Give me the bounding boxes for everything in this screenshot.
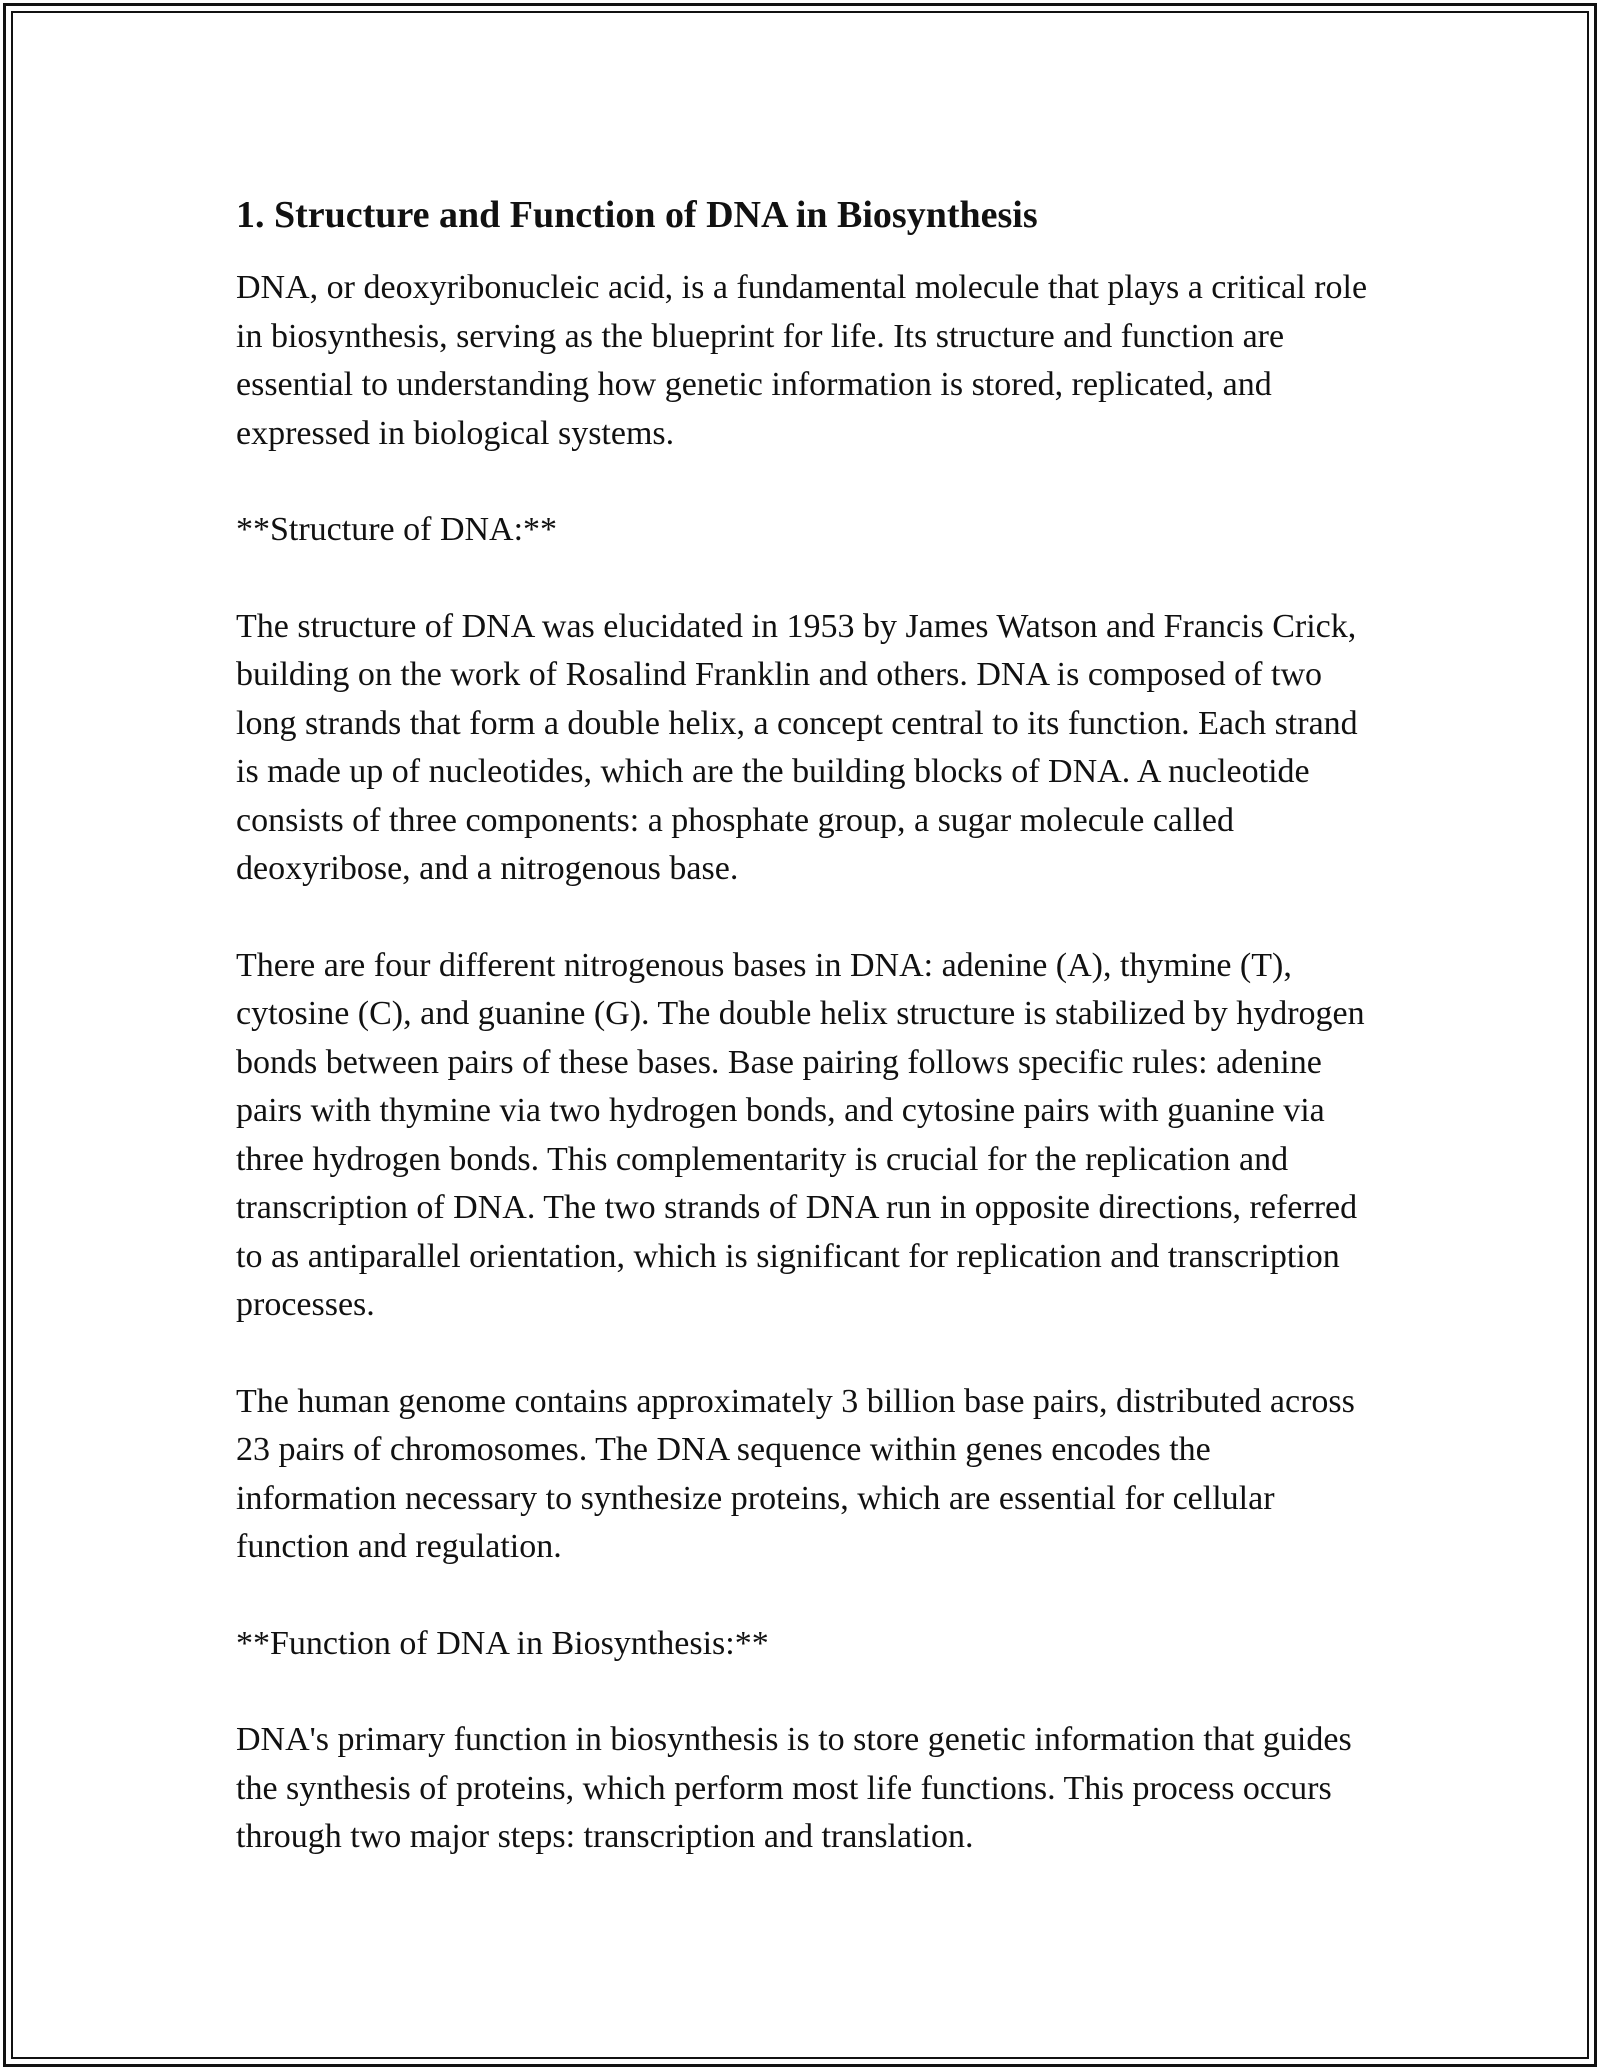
genome-paragraph: The human genome contains approximately 3 billion base pairs, distributed across 23 pairs of chromosomes. The DNA sequence within genes encodes the information necessary to synthesize proteins, which are essential for cellular function and regulation.: [236, 1382, 1355, 1565]
function-heading: **Function of DNA in Biosynthesis:**: [236, 1624, 769, 1662]
bases-paragraph: There are four different nitrogenous bases in DNA: adenine (A), thymine (T), cytosine (C), and guanine (G). The double helix structure is stabilized by hydrogen bonds between pairs of these bases. Base pairing follows specific rules: adenine pairs with thymine via two hydrogen bonds, and cytosine pairs with guanine via three hydrogen bonds. This complementarity is crucial for the replication and transcription of DNA. The two strands of DNA run in opposite directions, referred to as antiparallel orientation, which is significant for replication and transcription processes.: [236, 946, 1365, 1323]
document-body: [236, 190, 1376, 1862]
document-title: 1. Structure and Function of DNA in Biosynthesis: [236, 194, 1038, 236]
intro-paragraph: DNA, or deoxyribonucleic acid, is a fundamental molecule that plays a critical role in biosynthesis, serving as the blueprint for life. Its structure and function are essential to understanding how genetic information is stored, replicated, and expressed in biological systems.: [236, 269, 1368, 452]
structure-heading: **Structure of DNA:**: [236, 511, 558, 548]
function-paragraph: DNA's primary function in biosynthesis is to store genetic information that guides the synthesis of proteins, which perform most life functions. This process occurs through two major steps: transcription and translation.: [236, 1721, 1352, 1855]
structure-paragraph: The structure of DNA was elucidated in 1953 by James Watson and Francis Crick, building on the work of Rosalind Franklin and others. DNA is composed of two long strands that form a double helix, a concept central to its function. Each strand is made up of nucleotides, which are the building blocks of DNA. A nucleotide consists of three components: a phosphate group, a sugar molecule called deoxyribose, and a nitrogenous base.: [236, 607, 1358, 887]
